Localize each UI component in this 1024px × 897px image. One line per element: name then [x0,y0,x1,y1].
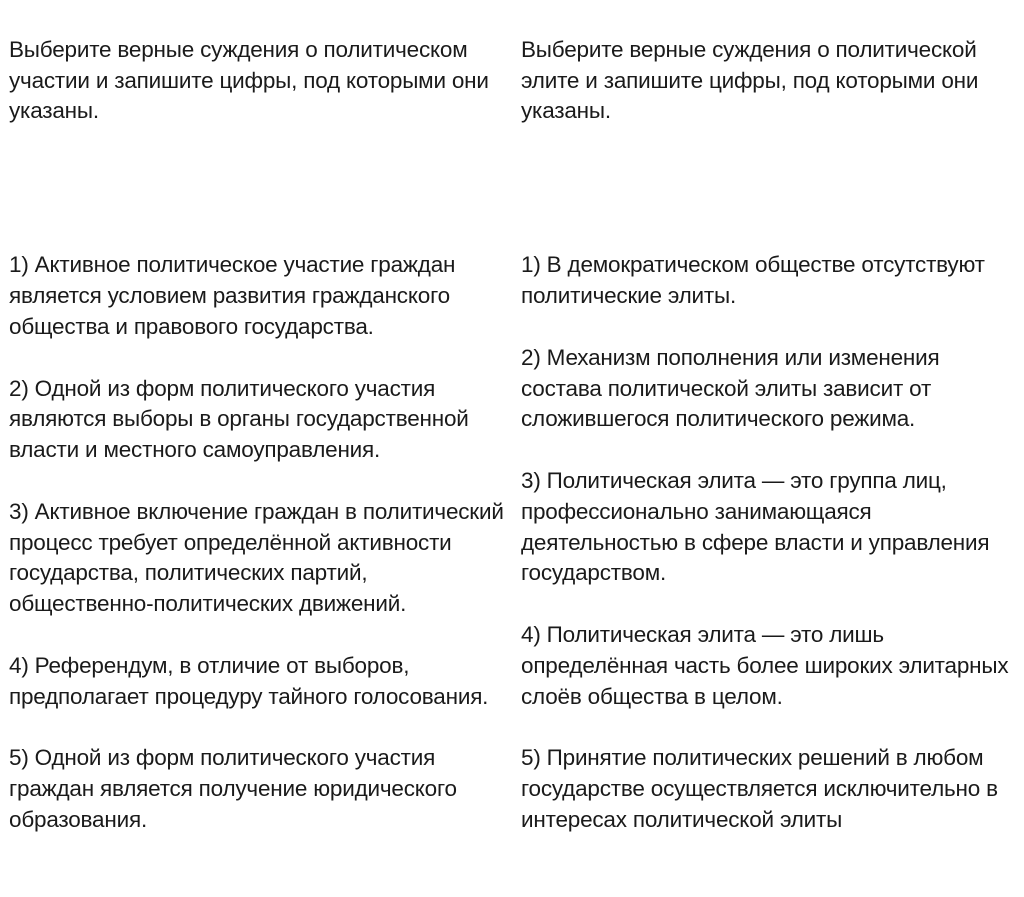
left-options-list [9,220,509,867]
right-option-5: 5) Принятие политических решений в любом государстве осуществляется исключительно в интересах политической элиты [521,745,998,832]
right-question-block [521,4,1021,897]
right-spacer [521,158,1021,189]
right-option-3: 3) Политическая элита — это группа лиц, профессионально занимающаяся деятельностью в сфере власти и управления государством. [521,467,990,586]
right-options-list [521,220,1021,867]
left-option-3: 3) Активное включение граждан в политический процесс требует определённой активности государства, политических партий, общественно-политических движений. [9,498,504,617]
right-option-4: 4) Политическая элита — это лишь определённая часть более широких элитарных слоёв общества в целом. [521,621,1009,709]
left-spacer [9,158,509,189]
left-question-block [9,4,509,897]
left-option-4: 4) Референдум, в отличие от выборов, предполагает процедуру тайного голосования. [9,652,489,709]
right-option-1: 1) В демократическом обществе отсутствуют политические элиты. [521,252,985,309]
left-option-2: 2) Одной из форм политического участия являются выборы в органы государственной власти и местного самоуправления. [9,375,469,463]
left-option-1: 1) Активное политическое участие граждан является условием развития гражданского общества и правового государства. [9,252,456,339]
left-option-5: 5) Одной из форм политического участия граждан является получение юридического образования. [9,745,457,832]
left-question-text: Выберите верные суждения о политическом участии и запишите цифры, под которыми они указаны. [9,36,489,124]
right-option-2: 2) Механизм пополнения или изменения состава политической элиты зависит от сложившегося политического режима. [521,344,940,432]
right-question-text: Выберите верные суждения о политической элите и запишите цифры, под которыми они указаны. [521,36,979,124]
